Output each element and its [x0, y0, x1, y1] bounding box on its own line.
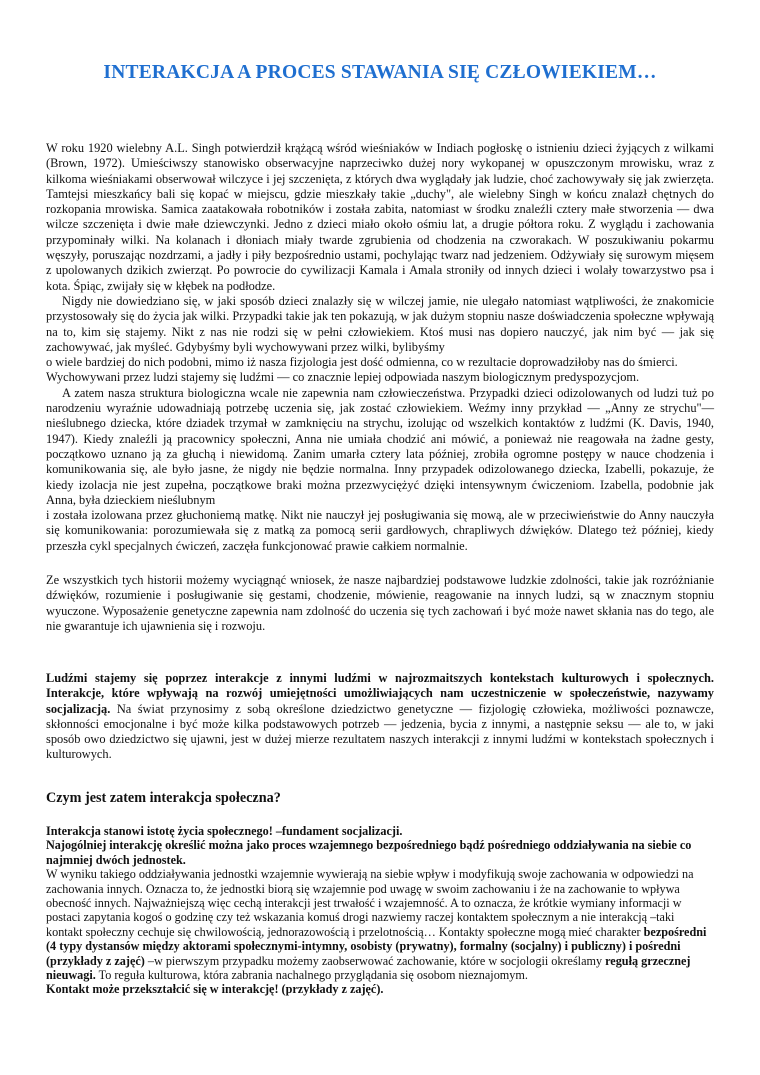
section-conclusion [46, 573, 714, 634]
paragraph: A zatem nasza struktura biologiczna wcale nie zapewnia nam człowieczeństwa. Przypadki dzieci odizolowanych od ludzi tuż po narodzeniu wyraźnie udowadniają potrzebę uczenia się, jak zostać człowiekiem. Weźmy inny przykład — „Anny ze strychu"— nieślubnego dziecka, które dziadek trzymał w zamknięciu na strychu, izolując od wszelkich kontaktów z ludźmi (K. Davis, 1940, 1947). Kiedy znaleźli ją pracownicy społeczni, Anna nie umiała chodzić ani mówić, a ponieważ nie reagowała na żadne gesty, początkowo uznano ją za głuchą i niewidomą. Zanim umarła cztery lata później, zrobiła ogromne postępy w nauce chodzenia i komunikowania się, ale było jasne, że nigdy nie będzie normalna. Inny przypadek odizolowanego dziecka, Izabelli, pokazuje, że kiedy izolacja nie jest zupełna, początkowe braki można przezwyciężyć dzięki intensywnym ćwiczeniom. Izabella, podobnie jak Anna, była dzieckiem nieślubnym [46, 385, 714, 507]
section-social-interaction [46, 824, 714, 997]
bold-text: Ludźmi stajemy się poprzez interakcje z innymi ludźmi w najrozmaitszych kontekstach kulturowych i społecznych. Interakcje, które wpływają na rozwój umiejętności umożliwiających nam uczestniczenie w społeczeństwie, nazywamy socjalizacją. [46, 671, 714, 716]
bold-text: bezpośredni (4 typy dystansów między aktorami społecznymi-intymny, osobisty (prywatny), formalny (socjalny) i publiczny) i pośredni (przykłady z zajęć) [46, 924, 707, 968]
paragraph: i została izolowana przez głuchoniemą matkę. Nikt nie nauczył jej posługiwania się mową, ale w przeciwieństwie do Anny nauczyła się komunikowania: porozumiewała się z matką za pomocą serii gardłowych, chrapliwych dźwięków. Dlatego też później, kiedy przeszła cykl specjalnych ćwiczeń, zaczęła funkcjonować prawie całkiem normalnie. [46, 508, 714, 553]
paragraph: Nigdy nie dowiedziano się, w jaki sposób dzieci znalazły się w wilczej jamie, nie ulegało natomiast wątpliwości, że znakomicie przystosowały się do życia jak wilki. Przypadki takie jak ten pokazują, w jak dużym stopniu nasze doświadczenia społeczne wpływają na to, kim się stajemy. Nikt z nas nie rodzi się w pełni człowiekiem. Ktoś musi nas dopiero nauczyć, jak nim być — jak się zachowywać, jak myśleć. Gdybyśmy byli wychowywani przez wilki, bylibyśmy [46, 293, 714, 354]
section-heading: Czym jest zatem interakcja społeczna? [46, 790, 281, 806]
paragraph: Ze wszystkich tych historii możemy wyciągnąć wniosek, że nasze najbardziej podstawowe ludzkie zdolności, takie jak rozróżnianie dźwięków, rozumienie i posługiwanie się gestami, chodzenie, mówienie, reagowanie na innych ludzi, są w znacznym stopniu wyuczone. Wyposażenie genetyczne zapewnia nam zdolność do uczenia się tych zachowań i być może nawet skłania nas do tego, ale nie gwarantuje ich ujawnienia się i rozwoju. [46, 573, 714, 633]
bold-line: Kontakt może przekształcić się w interakcję! (przykłady z zajęć). [46, 982, 384, 997]
paragraph [46, 671, 714, 763]
normal-text: –w pierwszym przypadku możemy zaobserwować zachowanie, które w socjologii określamy [144, 953, 606, 968]
normal-text: W wyniku takiego oddziaływania jednostki wzajemnie wywierają na siebie wpływ i modyfikują swoje zachowania w odpowiedzi na zachowania innych. Oznacza to, że jednostki biorą się wzajemnie pod uwagę w swoim zachowaniu i że na zachowanie to wpływa obecność innych. Najważniejszą więc cechą interakcji jest trwałość i wzajemność. A to oznacza, że krótkie wymiany informacji w postaci zapytania kogoś o godzinę czy też wskazania komuś drogi nazwiemy raczej kontaktem społecznym a nie interakcją –taki kontakt społeczny cechuje się chwilowością, jednorazowością i przelotnością… Kontakty społeczne mogą mieć charakter [46, 867, 694, 939]
bold-text: regułą grzecznej nieuwagi. [46, 953, 691, 983]
paragraph [46, 867, 714, 982]
page-title: INTERAKCJA A PROCES STAWANIA SIĘ CZŁOWIEKIEM… [103, 62, 657, 83]
bold-definition: Najogólniej interakcję określić można jako proces wzajemnego bezpośredniego bądź pośredniego oddziaływania na siebie co najmniej dwóch jednostek. [46, 838, 692, 867]
paragraph: Wychowywani przez ludzi stajemy się ludźmi — co znacznie lepiej odpowiada naszym biologicznym predyspozycjom. [46, 370, 640, 385]
normal-text: To reguła kulturowa, która zabrania nachalnego przyglądania się osobom nieznajomym. [95, 968, 528, 983]
paragraph: o wiele bardziej do nich podobni, mimo iż nasza fizjologia jest dość odmienna, co w rezultacie doprowadziłoby nas do śmierci. [46, 355, 678, 370]
bold-line: Interakcja stanowi istotę życia społecznego! –fundament socjalizacji. [46, 824, 403, 838]
paragraph: W roku 1920 wielebny A.L. Singh potwierdził krążącą wśród wieśniaków w Indiach pogłoskę o istnieniu dzieci żyjących z wilkami (Brown, 1972). Umieściwszy stanowisko obserwacyjne naprzeciwko dużej nory wykopanej w opuszczonym mrowisku, wraz z kilkoma wieśniakami obserwował wilczyce i jej szczenięta, z których dwa wyglądały jak ludzie, choć zachowywały się jak zwierzęta. Tamtejsi mieszkańcy bali się kopać w miejscu, gdzie mieszkały takie „duchy", ale wielebny Singh w końcu znalazł chętnych do rozkopania mrowiska. Samica zaatakowała robotników i została zabita, natomiast w środku znaleźli cztery małe stworzenia — dwa wilcze szczenięta i dwie małe dziewczynki. Jedno z dzieci miało około ośmiu lat, a drugie półtora roku. Z wyglądu i zachowania przypominały wilki. Na kolanach i dłoniach miały twarde zgrubienia od chodzenia na czworakach. W poszukiwaniu pokarmu węszyły, poruszając nozdrzami, a jadły i piły bezpośrednio ustami, pochylając twarz nad jedzeniem. Odżywiały się surowym mięsem z upolowanych dzikich zwierząt. Po powrocie do cywilizacji Kamala i Amala stroniły od innych dzieci i wolały towarzystwo psa i kota. Śpiąc, zwijały się w kłębek na podłodze. [46, 141, 714, 293]
section-socialization [46, 671, 714, 763]
section-feral-children [46, 141, 714, 554]
normal-text: Na świat przynosimy z sobą określone dziedzictwo genetyczne — fizjologię człowieka, możliwości poznawcze, skłonności emocjonalne i być może kilka podstawowych potrzeb — jedzenia, bycia z innymi, a następnie seksu — ale to, w jaki sposób owo dziedzictwo się ujawni, jest w dużej mierze rezultatem naszych interakcji z innymi ludźmi w kontekstach społecznych i kulturowych. [46, 701, 714, 762]
